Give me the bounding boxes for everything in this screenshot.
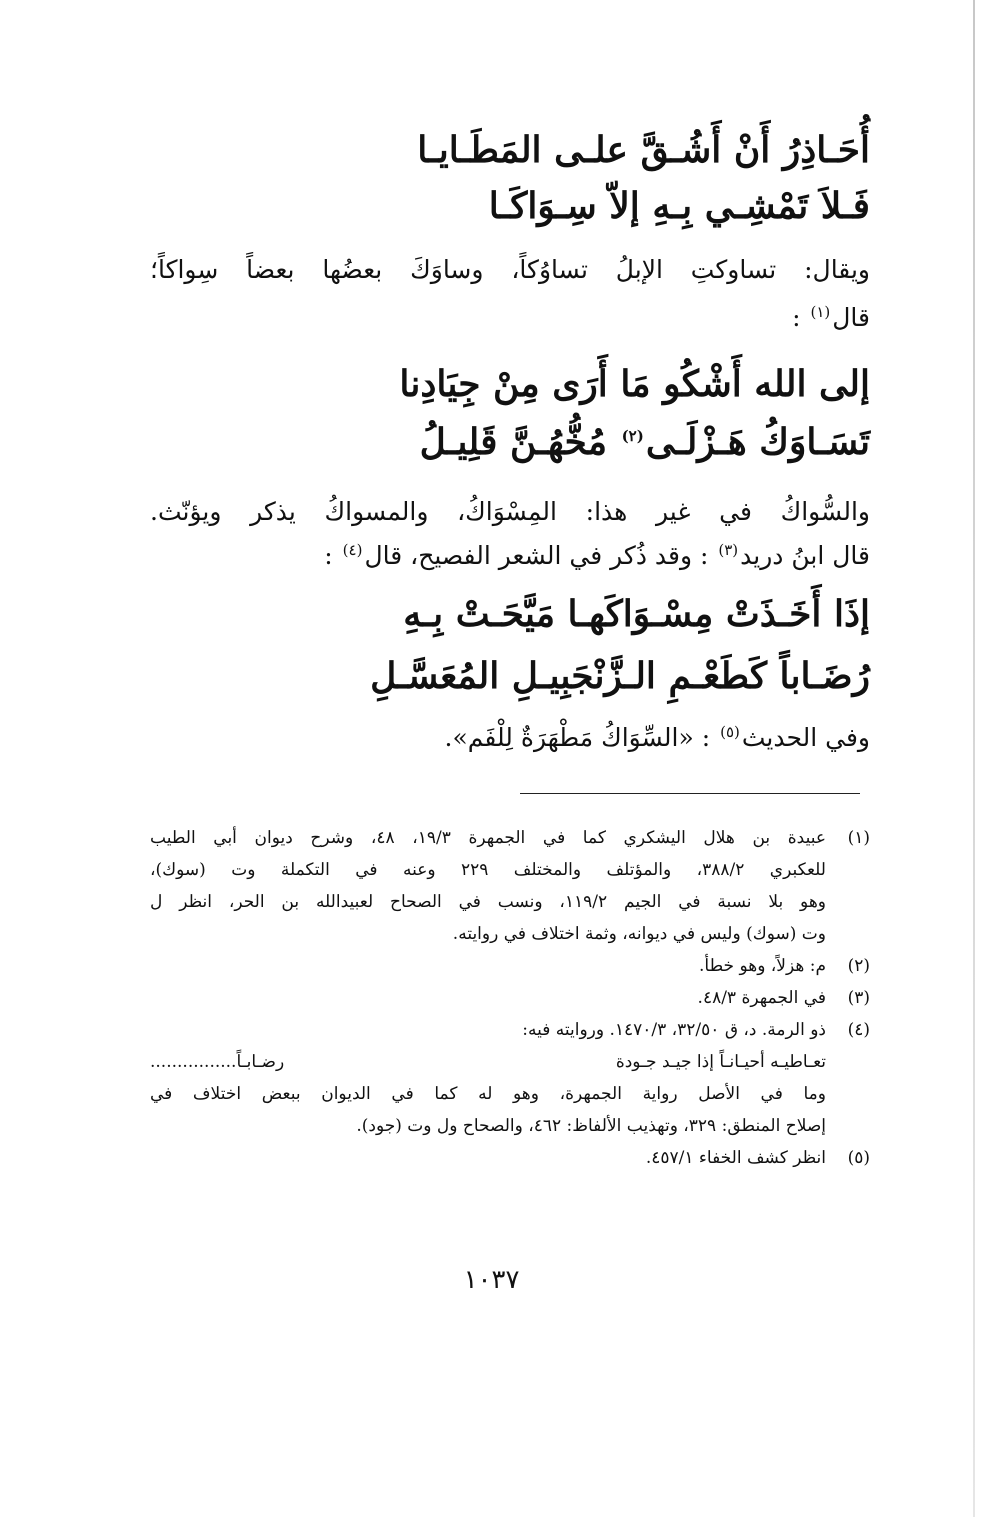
footnote-ref: (٥): [720, 722, 740, 741]
prose-text: :: [792, 303, 809, 332]
prose-text: وفي الحديث: [741, 723, 870, 752]
footnote-2: [150, 950, 870, 982]
prose-line: [150, 716, 870, 760]
footnote-ref: (٢): [621, 427, 644, 445]
footnote-number: (١): [847, 828, 870, 848]
page-number: ١٠٣٧: [463, 1265, 520, 1295]
footnote-body: [150, 982, 826, 1014]
prose-text: :: [324, 541, 341, 570]
footnote-line: انظر كشف الخفاء ٤٥٧/١.: [645, 1148, 826, 1168]
footnotes: [150, 822, 870, 1174]
footnote-separator: [520, 793, 860, 794]
prose-line: والسُّواكُ في غير هذا: المِسْوَاكُ، والمسواكُ يذكر ويؤنّث.: [150, 497, 870, 526]
quote-first-hemistich: تعـاطيـه أحيـانـاً إذا جيـد جـودة: [615, 1052, 826, 1072]
footnote-body: [150, 950, 826, 982]
footnote-line: للعكبري ٣٨٨/٢، والمؤتلف والمختلف ٢٢٩ وعنه في التكملة وت (سوك)،: [150, 860, 826, 880]
verse-3-first-hemistich: إذَا أَخَـذَتْ مِسْـوَاكَهـا مَيَّحَـتْ بِـهِ: [403, 593, 870, 635]
footnote-number: (٣): [847, 988, 870, 1008]
footnote-line: وما في الأصل رواية الجمهرة، وهو له كما في الديوان ببعض اختلاف في: [150, 1084, 826, 1104]
quote-second-hemistich: [150, 1046, 284, 1078]
footnote-line: ذو الرمة. د، ق ٣٢/٥٠، ١٤٧٠/٣. وروايته فيه:: [522, 1020, 826, 1040]
verse-2-second-hemistich: [150, 414, 870, 470]
footnote-body: [150, 1014, 826, 1142]
prose-text: قال: [832, 303, 870, 332]
footnote-ref: (٣): [718, 540, 739, 559]
footnote-5: [150, 1142, 870, 1174]
footnote-line: عبيدة بن هلال اليشكري كما في الجمهرة ١٩/٣، ٤٨، وشرح ديوان أبي الطيب: [150, 828, 827, 848]
footnote-line: إصلاح المنطق: ٣٢٩، وتهذيب الألفاظ: ٤٦٢، والصحاح ول وت (جود).: [356, 1116, 826, 1136]
footnote-ref: (١): [810, 302, 831, 321]
verse-1-second-hemistich: فَـلاَ تَمْشِـي بِـهِ إلاّ سِـوَاكَـا: [488, 185, 870, 227]
quote-word: رضـابـاً: [236, 1052, 285, 1072]
prose-text: قال ابنُ دريد: [740, 541, 870, 570]
footnote-1: [150, 822, 870, 950]
footnote-verse-quote: [150, 1046, 826, 1078]
prose-line: [150, 296, 870, 340]
verse-text: تَسَـاوَكُ هَـزْلَـى: [645, 421, 870, 463]
footnote-line: م: هزلاً، وهو خطأ.: [699, 956, 826, 976]
verse-text: مُخُّهُـنَّ قَلِيـلُ: [419, 421, 620, 463]
footnote-line: في الجمهرة ٤٨/٣.: [697, 988, 826, 1008]
verse-3-second-hemistich: رُضَـاباً كَطَعْـمِ الـزَّنْجَبِيـلِ المُعَسَّـلِ: [370, 655, 870, 697]
quote-ellipsis: ................: [150, 1052, 237, 1072]
footnote-4: [150, 1014, 870, 1142]
footnote-body: [150, 822, 826, 950]
prose-text: : «السِّوَاكُ مَطْهَرَةٌ لِلْفَم».: [444, 723, 719, 752]
verse-2-first-hemistich: إلى الله أَشْكُو مَا أَرَى مِنْ جِيَادِنا: [399, 363, 870, 405]
footnote-line: وهو بلا نسبة في الجيم ١١٩/٢، ونسب في الصحاح لعبيدالله بن الحر، انظر ل: [150, 892, 827, 912]
footnote-number: (٥): [847, 1148, 870, 1168]
verse-1-first-hemistich: أُحَـاذِرُ أَنْ أَشُـقَّ علـى المَطَـايـا: [417, 129, 870, 171]
prose-line: ويقال: تساوكتِ الإبلُ تساوُكاً، وساوَكَ بعضُها بعضاً سِواكاً؛: [150, 255, 870, 284]
footnote-ref: (٤): [342, 540, 363, 559]
footnote-body: [150, 1142, 826, 1174]
footnote-number: (٢): [847, 956, 870, 976]
footnote-3: [150, 982, 870, 1014]
prose-text: : وقد ذُكر في الشعر الفصيح، قال: [364, 541, 717, 570]
footnote-line: وت (سوك) وليس في ديوانه، وثمة اختلاف في روايته.: [452, 924, 826, 944]
prose-line: [150, 534, 870, 578]
footnote-number: (٤): [847, 1020, 870, 1040]
